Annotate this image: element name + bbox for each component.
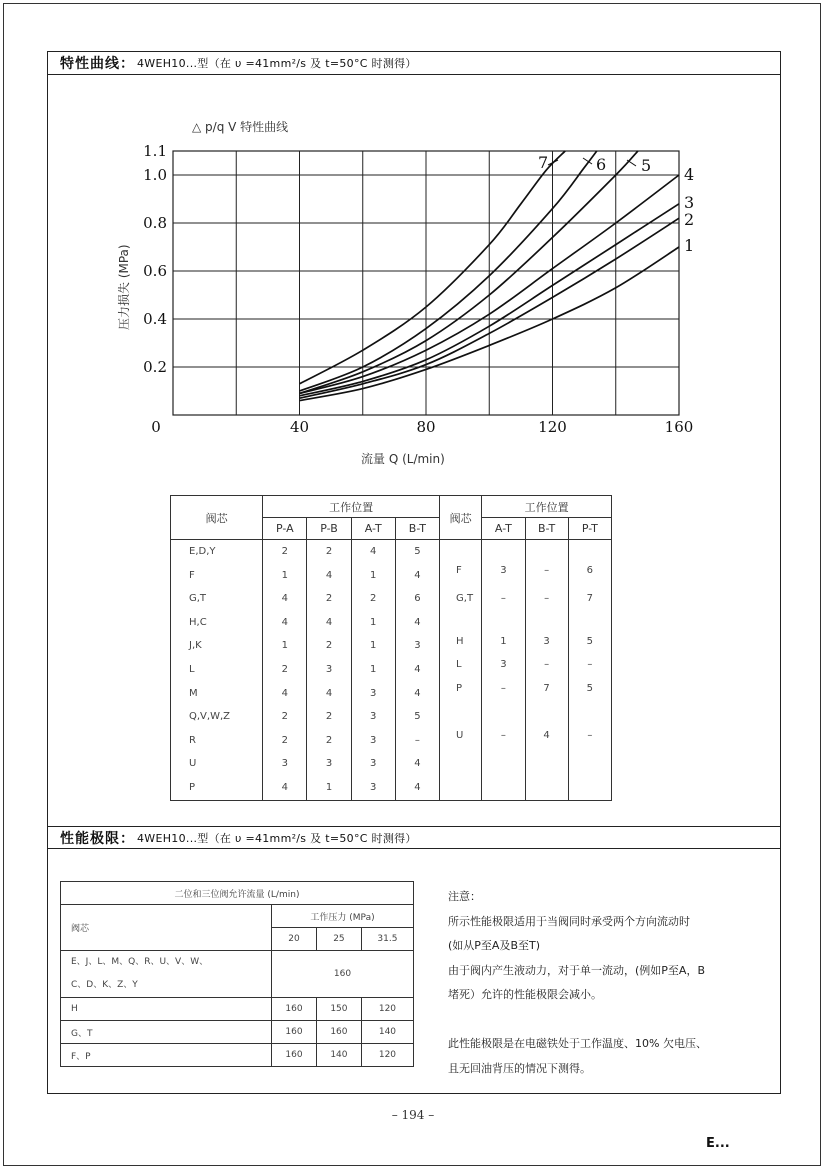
table-cell-value: – <box>500 682 506 694</box>
table-row <box>61 1021 414 1044</box>
header-core: 阀芯 <box>61 905 272 951</box>
series-label-1: 1 <box>684 236 695 255</box>
table-cell-value: 4 <box>281 781 288 793</box>
table-cell-core: F <box>456 564 462 576</box>
note-line: 堵死）允许的性能极限会减小。 <box>448 988 602 1001</box>
table-cell-core: G,T <box>456 593 474 605</box>
row-core-cell <box>61 951 272 998</box>
series-label-6: 6 <box>596 155 607 174</box>
header-position-right: 工作位置 <box>482 496 612 518</box>
note-line: (如从P至A及B至T) <box>448 939 541 952</box>
row-value: 120 <box>361 998 413 1021</box>
row-value: 140 <box>361 1021 413 1044</box>
col-at-right <box>482 540 525 801</box>
notes <box>448 885 707 1081</box>
table-cell-core: H,C <box>189 616 207 628</box>
table-cell-value: 2 <box>325 640 333 652</box>
table-cell-value: 4 <box>281 616 288 628</box>
table-cell-core: G,T <box>189 593 207 605</box>
table-cell-value: 2 <box>325 711 333 723</box>
table-cell-core: M <box>189 687 198 699</box>
col-core-right <box>440 540 482 801</box>
table-cell-core: P <box>456 682 463 694</box>
table-cell-value: 4 <box>325 687 333 699</box>
table-cell-value: 2 <box>281 663 288 675</box>
col-pb <box>307 540 351 801</box>
y-tick-labels <box>143 142 167 376</box>
header-pressure: 工作压力 (MPa) <box>272 905 414 928</box>
row-value: 150 <box>316 998 361 1021</box>
column-header: P-A <box>263 518 307 540</box>
table-cell-value: – <box>544 564 550 576</box>
characteristic-chart <box>0 0 826 480</box>
page-number: – 194 – <box>391 1108 435 1122</box>
core-list-line: C、D、K、Z、Y <box>71 980 138 990</box>
note-line: 注意： <box>448 890 481 903</box>
table-cell-value: 1 <box>370 569 377 581</box>
table-cell-core: L <box>189 663 195 675</box>
table-cell-value: 1 <box>370 663 377 675</box>
table-cell-core: R <box>189 734 196 746</box>
spool-position-table <box>170 495 612 801</box>
table-title: 二位和三位阀允许流量 (L/min) <box>61 882 414 905</box>
section-header-limits <box>48 826 780 849</box>
table-cell-value: 1 <box>325 781 333 793</box>
table-cell-value: 2 <box>281 711 288 723</box>
table-cell-value: 3 <box>500 659 507 671</box>
table-cell-value: – <box>500 730 506 742</box>
column-header: B-T <box>395 518 439 540</box>
table-cell-value: 6 <box>586 564 594 576</box>
table-cell-value: 5 <box>414 546 421 557</box>
table-cell-value: 1 <box>370 640 377 652</box>
table-cell-value: 1 <box>281 569 288 581</box>
table-cell-value: 5 <box>586 682 594 694</box>
corner-mark: E... <box>706 1136 730 1151</box>
table-cell-core: F <box>189 569 195 581</box>
table-cell-value: 4 <box>414 758 421 770</box>
table-cell-core: E,D,Y <box>189 546 216 557</box>
table-cell-value: 4 <box>370 546 377 557</box>
table-row <box>61 998 414 1021</box>
section-title: 特性曲线： <box>60 56 135 72</box>
table-cell-core: U <box>456 730 464 742</box>
x-tick-label: 0 <box>151 418 161 436</box>
table-cell-value: 5 <box>414 711 421 723</box>
col-bt <box>395 540 439 801</box>
table-cell-core: J,K <box>189 640 202 652</box>
chart-grid <box>173 151 679 415</box>
x-tick-label: 160 <box>664 418 694 436</box>
table-cell-value: 2 <box>325 734 333 746</box>
table-cell-value: 3 <box>370 781 377 793</box>
header-core-right: 阀芯 <box>440 496 482 540</box>
table-cell-value: 2 <box>370 593 377 605</box>
x-axis-label: 流量 Q (L/min) <box>361 452 445 466</box>
table-cell-value: 3 <box>370 711 377 723</box>
row-value: 160 <box>272 1044 317 1067</box>
table-cell-value: 2 <box>281 546 288 557</box>
table-cell-value: 1 <box>370 616 377 628</box>
y-axis-label: 压力损失 (MPa) <box>117 244 131 330</box>
col-bt-right <box>525 540 568 801</box>
table-cell-value: 2 <box>281 734 288 746</box>
note-line: 所示性能极限适用于当阀同时承受两个方向流动时 <box>448 914 690 928</box>
table-cell-value: 3 <box>325 758 333 770</box>
table-cell-value: 3 <box>370 734 377 746</box>
pressure-25: 25 <box>316 928 361 951</box>
header-position-left: 工作位置 <box>263 496 440 518</box>
y-tick-label: 1.0 <box>143 166 167 184</box>
y-tick-label: 0.8 <box>143 214 167 232</box>
note-line: 且无回油背压的情况下测得。 <box>448 1061 591 1075</box>
col-at <box>351 540 395 801</box>
table-cell-value: – <box>587 730 593 742</box>
table-cell-value: 4 <box>543 730 550 742</box>
note-line: 由于阀内产生液动力，对于单一流动，(例如P至A，B <box>448 963 705 977</box>
table-cell-value: 4 <box>414 687 421 699</box>
table-cell-value: 3 <box>414 640 421 652</box>
row-value: 160 <box>272 951 414 998</box>
row-value: 140 <box>316 1044 361 1067</box>
table-cell-value: 4 <box>325 616 333 628</box>
x-tick-label: 120 <box>538 418 567 436</box>
row-value: 160 <box>272 998 317 1021</box>
col-pt-right <box>568 540 611 801</box>
col-core <box>171 540 263 801</box>
x-tick-label: 40 <box>289 418 310 436</box>
table-cell-value: 3 <box>500 564 507 576</box>
x-tick-labels <box>151 418 693 436</box>
table-cell-value: 7 <box>543 682 550 694</box>
table-cell-value: 1 <box>281 640 288 652</box>
table-cell-value: 6 <box>414 593 421 605</box>
flow-limit-table <box>60 881 414 1067</box>
table-cell-value: 4 <box>414 781 421 793</box>
row-core: G、T <box>61 1021 272 1044</box>
table-cell-value: 3 <box>281 758 288 770</box>
table-cell-value: – <box>414 734 420 746</box>
table-cell-value: – <box>544 659 550 671</box>
table-cell-core: Q,V,W,Z <box>189 711 230 723</box>
table-cell-value: 4 <box>414 663 421 675</box>
column-header: B-T <box>525 518 568 540</box>
column-header: P-B <box>307 518 351 540</box>
header-core: 阀芯 <box>171 496 263 540</box>
table-cell-value: 2 <box>325 593 333 605</box>
row-value: 160 <box>316 1021 361 1044</box>
row-core: H <box>61 998 272 1021</box>
y-tick-label: 1.1 <box>143 142 167 160</box>
table-cell-value: 4 <box>281 593 288 605</box>
table-cell-value: – <box>587 659 593 671</box>
pressure-20: 20 <box>272 928 317 951</box>
series-line-7 <box>300 151 566 384</box>
row-value: 120 <box>361 1044 413 1067</box>
series-label-7: 7 <box>538 153 549 172</box>
table-cell-value: – <box>544 593 550 605</box>
table-cell-value: 3 <box>370 758 377 770</box>
table-cell-core: P <box>189 781 196 793</box>
table-cell-value: 3 <box>325 663 333 675</box>
section-title: 性能极限： <box>60 830 135 847</box>
table-cell-value: 4 <box>325 569 333 581</box>
column-header: P-T <box>568 518 611 540</box>
table-cell-value: 5 <box>586 635 594 647</box>
y-tick-label: 0.2 <box>143 358 167 376</box>
table-cell-value: 4 <box>281 687 288 699</box>
table-row <box>61 1044 414 1067</box>
table-cell-value: 7 <box>586 593 594 605</box>
series-label-4: 4 <box>684 165 695 184</box>
pressure-31-5: 31.5 <box>361 928 413 951</box>
chart-title: △ p/q V 特性曲线 <box>192 120 289 134</box>
y-tick-label: 0.4 <box>143 310 167 328</box>
row-core: F、P <box>61 1044 272 1067</box>
row-value: 160 <box>272 1021 317 1044</box>
note-line: 此性能极限是在电磁铁处于工作温度、10% 欠电压、 <box>448 1037 707 1050</box>
y-tick-label: 0.6 <box>143 262 167 280</box>
table-cell-core: U <box>189 758 197 770</box>
series-label-2: 2 <box>684 210 695 229</box>
table-cell-value: 3 <box>370 687 377 699</box>
table-cell-value: 2 <box>325 546 333 557</box>
series-label-3: 3 <box>684 193 695 212</box>
table-cell-value: 3 <box>543 635 550 647</box>
x-tick-label: 80 <box>416 418 436 436</box>
column-header: A-T <box>351 518 395 540</box>
table-cell-value: 4 <box>414 569 421 581</box>
col-pa <box>263 540 307 801</box>
section-subtitle: 4WEH10...型（在 υ =41mm²/s 及 t=50°C 时测得） <box>137 57 417 70</box>
table-cell-core: L <box>456 659 462 671</box>
table-cell-value: 4 <box>414 616 421 628</box>
table-cell-core: H <box>456 635 464 647</box>
core-list-line: E、J、L、M、Q、R、U、V、W、 <box>71 957 209 967</box>
section-subtitle: 4WEH10...型（在 υ =41mm²/s 及 t=50°C 时测得） <box>137 831 417 845</box>
series-label-5: 5 <box>641 156 652 175</box>
table-cell-value: – <box>500 593 506 605</box>
column-header: A-T <box>482 518 525 540</box>
table-cell-value: 1 <box>500 635 507 647</box>
